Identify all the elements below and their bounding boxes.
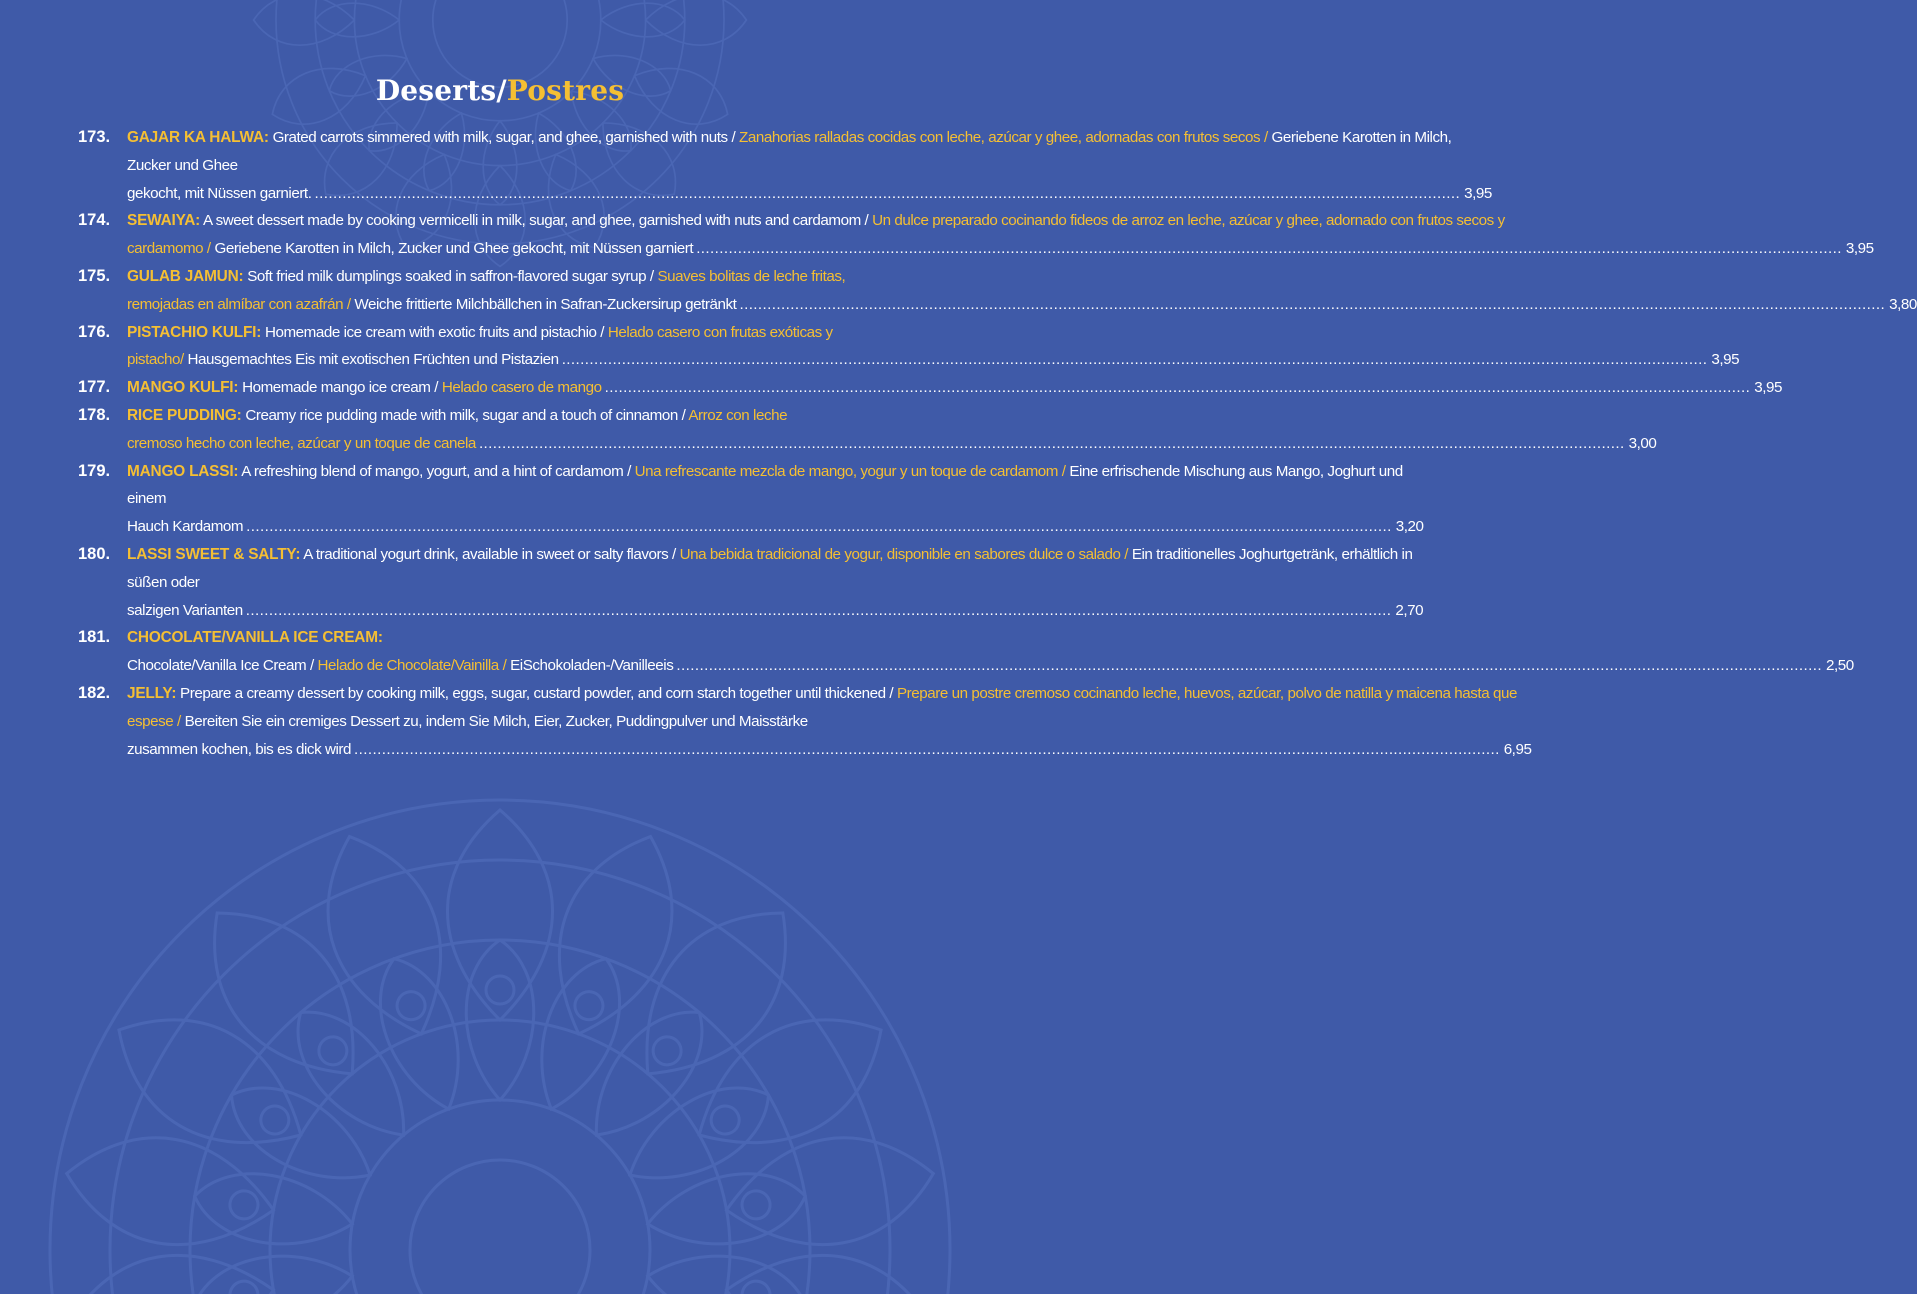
item-number: 174. bbox=[78, 211, 111, 230]
item-number: 178. bbox=[78, 405, 111, 424]
item-description bbox=[127, 458, 1424, 541]
item-description bbox=[127, 319, 1739, 375]
item-price-line bbox=[127, 235, 1874, 263]
item-english: A traditional yogurt drink, available in sweet or salty flavors / bbox=[300, 545, 680, 563]
item-german: Geriebene Karotten in Milch, Zucker und Ghee gekocht, mit Nüssen garniert bbox=[214, 240, 694, 258]
item-english: Grated carrots simmered with milk, sugar, and ghee, garnished with nuts / bbox=[268, 129, 739, 146]
item-english: A sweet dessert made by cooking vermicelli in milk, sugar, and ghee, garnished with nuts and cardamom / bbox=[200, 212, 873, 230]
item-price-line bbox=[127, 180, 1492, 208]
item-price: 3,95 bbox=[1464, 184, 1492, 202]
item-price-line bbox=[127, 652, 1854, 680]
item-name: GAJAR KA HALWA: bbox=[127, 129, 269, 146]
item-german-end: gekocht, mit Nüssen garniert. bbox=[127, 184, 312, 202]
item-spanish: Arroz con leche bbox=[688, 406, 788, 424]
item-german: Bereiten Sie ein cremiges Dessert zu, indem Sie Milch, Eier, Zucker, Puddingpulver und Maisstärke bbox=[184, 712, 808, 730]
item-german: Ein traditionelles Joghurtgetränk, erhältlich in süßen oder bbox=[127, 545, 1413, 591]
title-spanish: Postres bbox=[506, 74, 625, 107]
item-name: RICE PUDDING: bbox=[127, 406, 242, 424]
item-spanish-end: cardamomo / bbox=[127, 240, 215, 258]
item-spanish-end: cremoso hecho con leche, azúcar y un toque de canela bbox=[127, 434, 476, 452]
menu-item bbox=[78, 319, 1740, 375]
item-number: 180. bbox=[78, 544, 111, 563]
item-german: Eine erfrischende Mischung aus Mango, Joghurt und einem bbox=[127, 462, 1403, 508]
item-price-line bbox=[127, 430, 1656, 458]
page-title bbox=[0, 74, 1000, 107]
item-end-text bbox=[127, 291, 736, 319]
item-english: Homemade mango ice cream / bbox=[238, 379, 442, 397]
item-price-line bbox=[127, 736, 1531, 764]
dot-leader bbox=[562, 346, 1708, 374]
menu-item bbox=[78, 541, 1424, 624]
item-spanish: Suaves bolitas de leche fritas, bbox=[657, 267, 846, 285]
item-spanish: Helado casero con frutas exóticas y bbox=[607, 323, 833, 341]
item-description bbox=[127, 207, 1874, 263]
item-description bbox=[127, 263, 1917, 319]
dessert-menu-list bbox=[78, 124, 1917, 763]
item-english: Chocolate/Vanilla Ice Cream / bbox=[127, 657, 318, 675]
item-price: 3,00 bbox=[1628, 434, 1657, 452]
item-english: Prepare a creamy dessert by cooking milk, eggs, sugar, custard powder, and corn starch together until thickened / bbox=[176, 684, 897, 702]
item-english: Homemade ice cream with exotic fruits and pistachio / bbox=[261, 323, 608, 341]
item-price: 3,95 bbox=[1711, 351, 1740, 369]
dot-leader bbox=[676, 652, 1822, 680]
item-name: MANGO LASSI: bbox=[127, 462, 239, 480]
item-english: A refreshing blend of mango, yogurt, and a hint of cardamom / bbox=[238, 462, 635, 480]
item-english: Soft fried milk dumplings soaked in saffron-flavored sugar syrup / bbox=[243, 267, 658, 285]
item-english: Creamy rice pudding made with milk, sugar and a touch of cinnamon / bbox=[241, 406, 689, 424]
item-end-text bbox=[127, 430, 476, 458]
item-number: 179. bbox=[78, 461, 111, 480]
item-price-line bbox=[127, 597, 1423, 625]
dot-leader bbox=[314, 180, 1460, 208]
dot-leader bbox=[479, 430, 1625, 458]
item-name: PISTACHIO KULFI: bbox=[127, 323, 262, 341]
item-price: 2,70 bbox=[1395, 601, 1424, 619]
menu-item bbox=[78, 374, 1783, 402]
item-number: 176. bbox=[78, 322, 111, 341]
item-german: Hausgemachtes Eis mit exotischen Früchten und Pistazien bbox=[187, 351, 559, 369]
item-description bbox=[127, 402, 1656, 458]
item-name: CHOCOLATE/VANILLA ICE CREAM: bbox=[127, 629, 383, 647]
mandala-bottom-ornament bbox=[0, 800, 1000, 1294]
item-number: 181. bbox=[78, 628, 111, 647]
item-price: 2,50 bbox=[1826, 657, 1854, 675]
item-name: LASSI SWEET & SALTY: bbox=[127, 545, 301, 563]
item-number: 177. bbox=[78, 378, 111, 397]
item-price-line bbox=[127, 346, 1739, 374]
item-spanish: Helado casero de mango bbox=[441, 379, 602, 397]
item-spanish-end: pistacho/ bbox=[127, 351, 188, 369]
title-english: Deserts/ bbox=[375, 74, 507, 107]
menu-item bbox=[78, 207, 1874, 263]
item-price: 3,80 bbox=[1889, 295, 1917, 313]
item-german: EiSchokoladen-/Vanilleeis bbox=[510, 657, 674, 675]
dot-leader bbox=[246, 597, 1392, 625]
item-description bbox=[127, 624, 1854, 680]
item-name: JELLY: bbox=[127, 684, 177, 702]
dot-leader bbox=[354, 736, 1500, 764]
item-price: 3,20 bbox=[1395, 518, 1424, 536]
item-description bbox=[127, 541, 1423, 624]
item-number: 173. bbox=[78, 128, 111, 146]
dot-leader bbox=[739, 291, 1885, 319]
item-end-text bbox=[127, 374, 602, 402]
item-description bbox=[127, 374, 1782, 402]
dot-leader bbox=[605, 374, 1751, 402]
item-spanish: Zanahorias ralladas cocidas con leche, azúcar y ghee, adornadas con frutos secos / bbox=[739, 129, 1272, 146]
item-price-line bbox=[127, 513, 1424, 541]
item-end-text bbox=[127, 652, 673, 680]
dot-leader bbox=[696, 235, 1842, 263]
item-spanish: Una refrescante mezcla de mango, yogur y un toque de cardamom / bbox=[634, 462, 1070, 480]
item-german-end: salzigen Varianten bbox=[127, 601, 243, 619]
item-description bbox=[127, 124, 1492, 207]
dot-leader bbox=[246, 513, 1392, 541]
item-spanish: Un dulce preparado cocinando fideos de arroz en leche, azúcar y ghee, adornado con frutos secos y bbox=[872, 212, 1505, 230]
item-end-text bbox=[127, 346, 559, 374]
item-name: MANGO KULFI: bbox=[127, 379, 239, 397]
item-spanish-end: remojadas en almíbar con azafrán / bbox=[127, 295, 355, 313]
menu-item bbox=[78, 402, 1657, 458]
item-german: Geriebene Karotten in Milch, Zucker und Ghee bbox=[127, 129, 1452, 174]
item-price: 3,95 bbox=[1845, 240, 1874, 258]
item-price-line bbox=[127, 374, 1782, 402]
item-german-end: zusammen kochen, bis es dick wird bbox=[127, 740, 352, 758]
item-german-end: Hauch Kardamom bbox=[127, 518, 244, 536]
item-end-text bbox=[127, 235, 693, 263]
item-price-line bbox=[127, 291, 1917, 319]
menu-item bbox=[78, 458, 1424, 541]
item-price: 6,95 bbox=[1503, 740, 1532, 758]
item-number: 175. bbox=[78, 266, 111, 285]
menu-item bbox=[78, 124, 1492, 207]
menu-item bbox=[78, 263, 1917, 319]
item-spanish: Una bebida tradicional de yogur, disponible en sabores dulce o salado / bbox=[679, 545, 1132, 563]
menu-item bbox=[78, 680, 1532, 763]
item-name: GULAB JAMUN: bbox=[127, 267, 244, 285]
item-german: Weiche frittierte Milchbällchen in Safran-Zuckersirup getränkt bbox=[354, 295, 737, 313]
menu-item bbox=[78, 624, 1854, 680]
item-spanish: Helado de Chocolate/Vainilla / bbox=[317, 657, 511, 675]
item-number: 182. bbox=[78, 683, 111, 702]
item-description bbox=[127, 680, 1531, 763]
item-price: 3,95 bbox=[1754, 379, 1783, 397]
item-name: SEWAIYA: bbox=[127, 212, 201, 230]
item-spanish: Prepare un postre cremoso cocinando leche, huevos, azúcar, polvo de natilla y maicena hasta que espese / bbox=[127, 684, 1517, 730]
